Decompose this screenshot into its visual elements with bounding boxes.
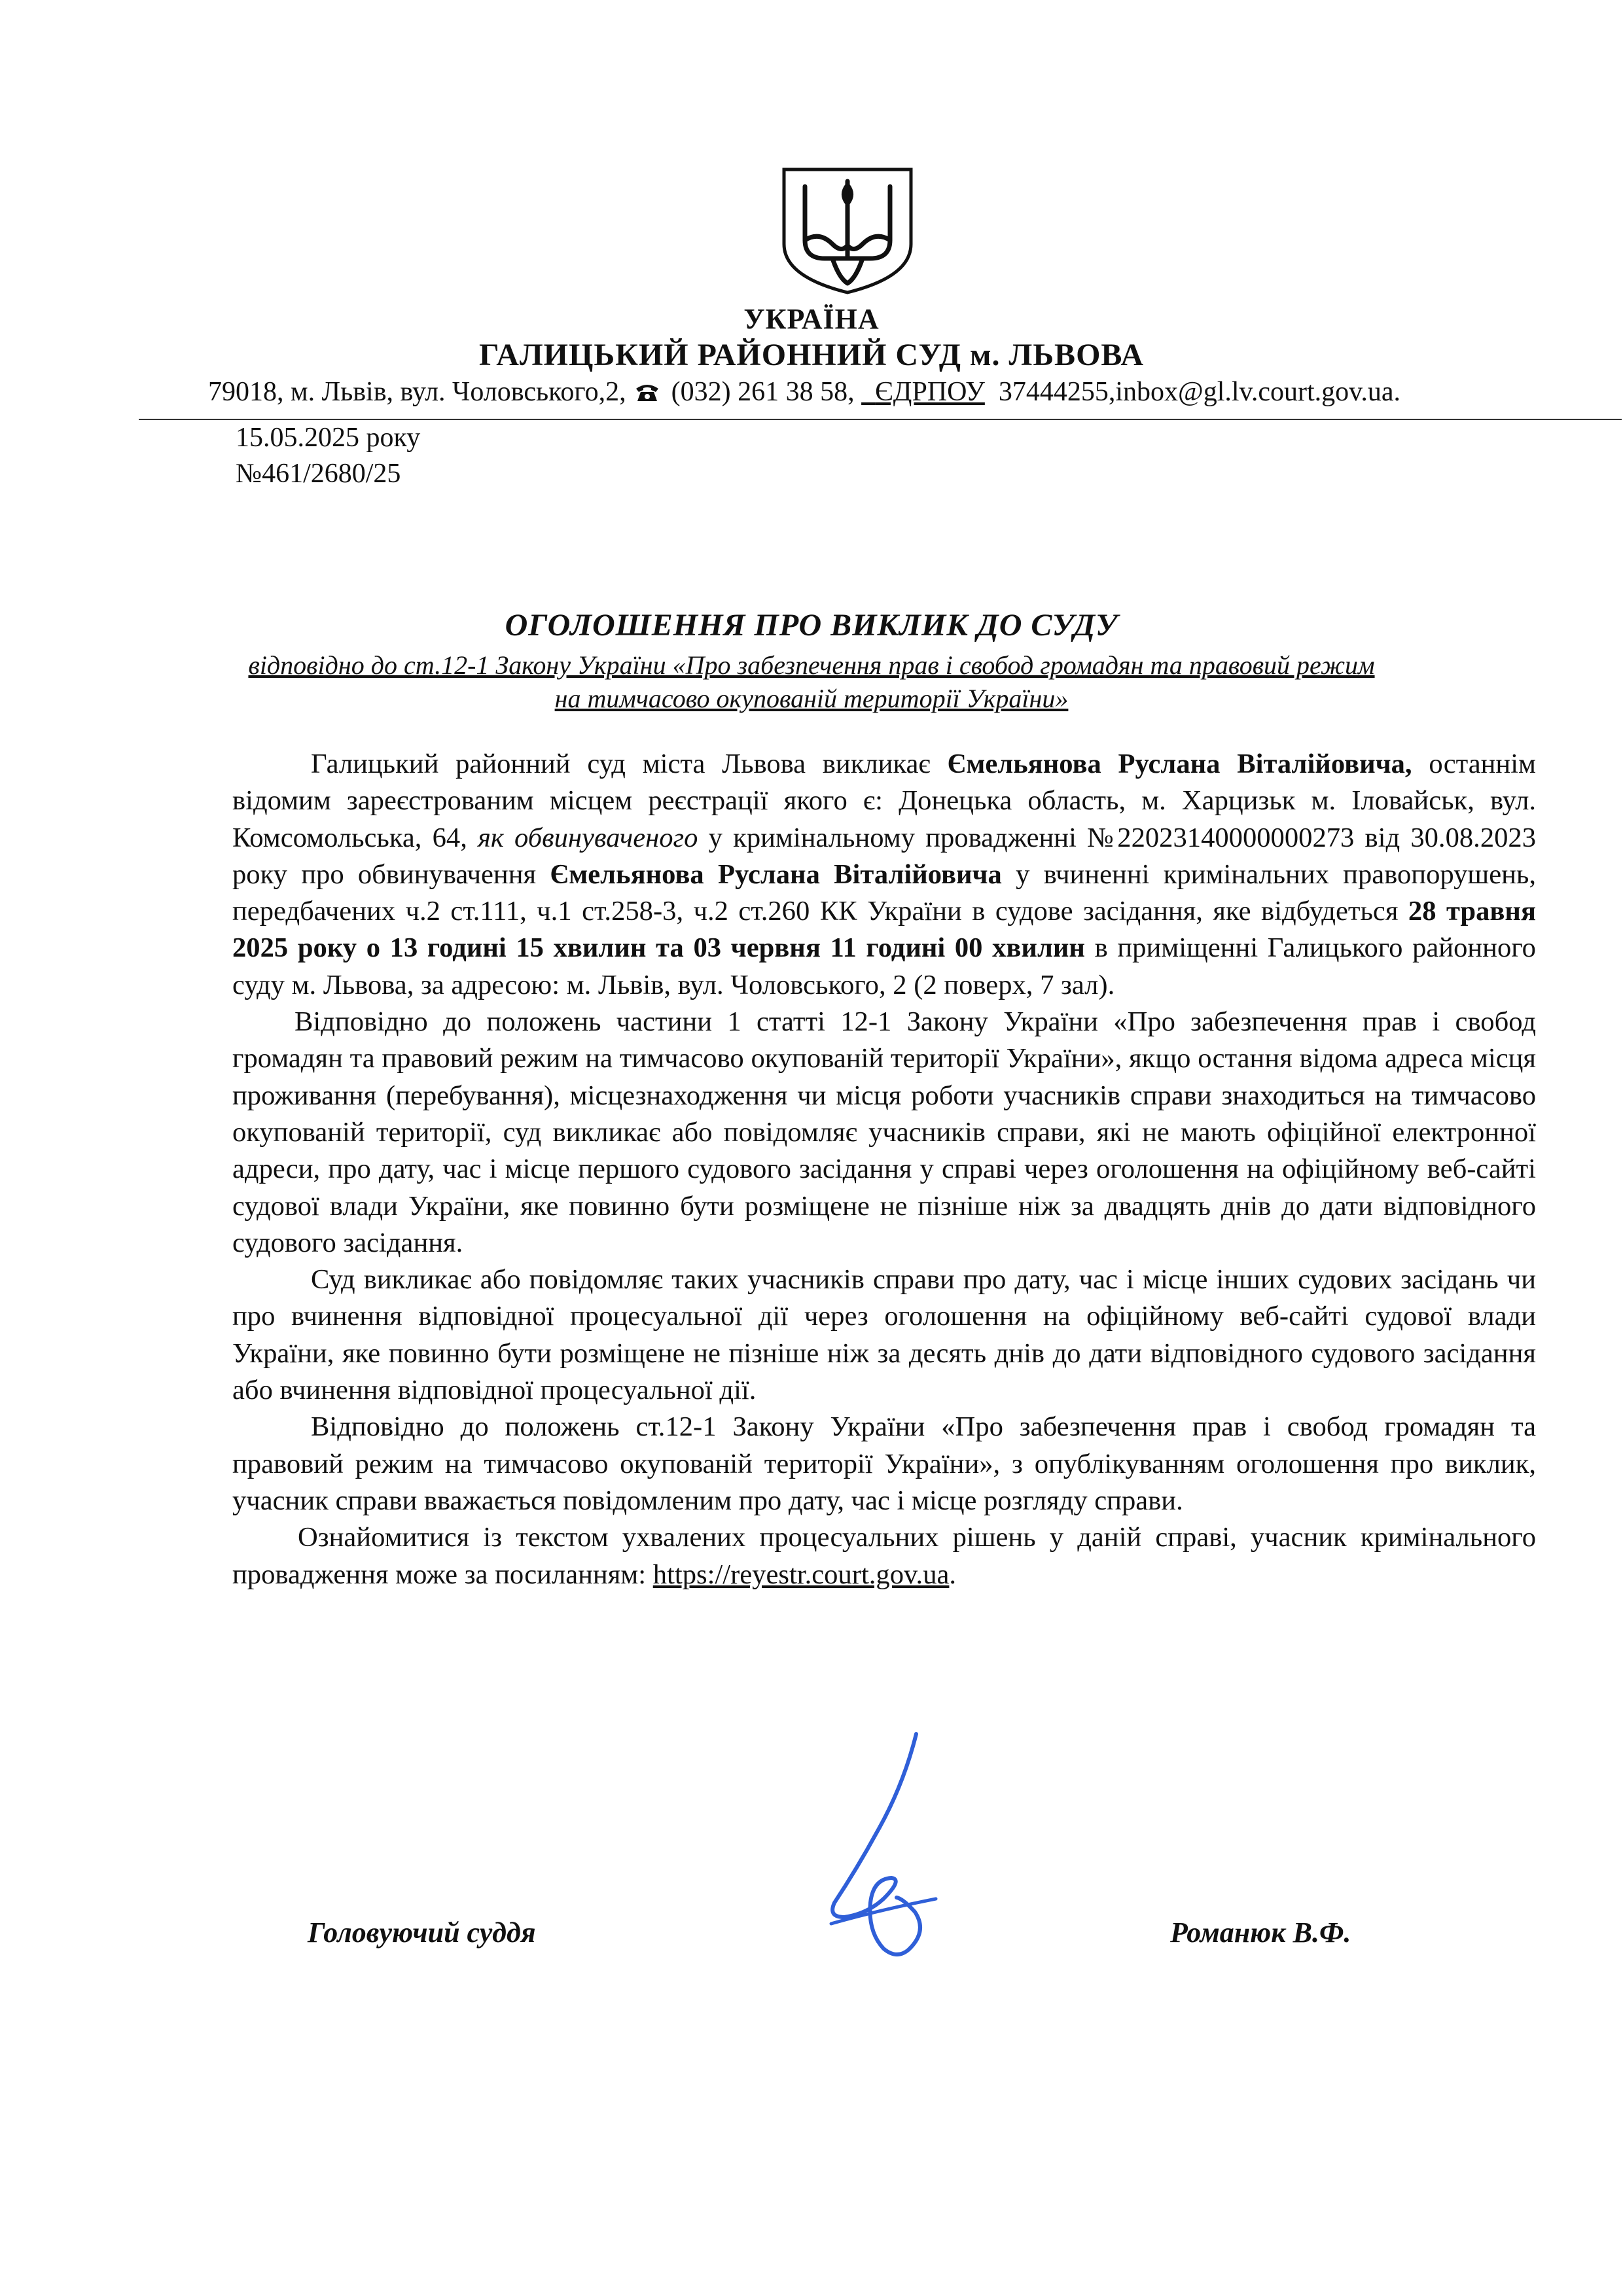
court-name: ГАЛИЦЬКИЙ РАЙОННИЙ СУД м. ЛЬВОВА <box>478 338 1145 372</box>
telephone-icon <box>634 382 660 403</box>
document-subtitle-line2: на тимчасово окупованій території України» <box>554 684 1069 713</box>
paragraph-registry-link: Ознайомитися із текстом ухвалених процесуальних рішень у даній справі, учасник кримінального провадження може за посиланням: https://reyestr.court.gov.ua. <box>232 1522 1536 1590</box>
defendant-name: Ємельянова Руслана Віталійовича, <box>947 749 1412 779</box>
paragraph-notification: Суд викликає або повідомляє таких учасників справи про дату, час і місце інших судових засідань чи про вчинення відповідної процесуальної дії через оголошення на офіційному веб-сайті судової влади України, яке повинно бути розміщене не пізніше ніж за десять днів до дати відповідного судового засідання або вчинення відповідної процесуальної дії. <box>232 1264 1536 1406</box>
edrpou-and-email: 37444255,inbox@gl.lv.court.gov.ua. <box>998 377 1401 407</box>
court-address-line <box>208 376 1622 408</box>
judge-title: Головуючий суддя <box>308 1916 536 1949</box>
judge-name: Романюк В.Ф. <box>1170 1916 1351 1949</box>
document-date: 15.05.2025 року <box>236 423 421 453</box>
paragraph-publication: Відповідно до положень ст.12-1 Закону України «Про забезпечення прав і свобод громадян та правовий режим на тимчасово окупованій території України», з опублікуванням оголошення про виклик, учасник справи вважається повідомленим про дату, час і місце розгляду справи. <box>232 1411 1536 1516</box>
court-address: 79018, м. Львів, вул. Чоловського,2, <box>208 377 626 407</box>
comma: , <box>847 377 855 407</box>
document-title: ОГОЛОШЕННЯ ПРО ВИКЛИК ДО СУДУ <box>505 608 1118 643</box>
header-divider <box>139 419 1622 420</box>
registry-link[interactable]: https://reyestr.court.gov.ua <box>652 1559 950 1590</box>
hearing-datetime: 28 травня 2025 року о 13 годині 15 хвилин та 03 червня 11 годині 00 хвилин <box>232 896 1536 964</box>
paragraph-summons: Галицький районний суд міста Львова викликає Ємельянова Руслана Віталійовича, останнім відомим зареєстрованим місцем реєстрації якого є: Донецька область, м. Харцизьк м. Іловайськ, вул. Комсомольська, 64, як обвинуваченого у кримінальному провадженні №22023140000000273 від 30.08.2023 року про обвинувачення Ємельянова Руслана Віталійовича у вчиненні кримінальних правопорушень, передбачених ч.2 ст.111, ч.1 ст.258-3, ч.2 ст.260 КК України в судове засідання, яке відбудеться 28 травня 2025 року о 13 годині 15 хвилин та 03 червня 11 годині 00 хвилин в приміщенні Галицького районного суду м. Львова, за адресою: м. Львів, вул. Чоловського, 2 (2 поверх, 7 зал). <box>232 749 1537 1000</box>
country-name: УКРАЇНА <box>743 303 880 335</box>
paragraph-legal-basis: Відповідно до положень частини 1 статті 12-1 Закону України «Про забезпечення прав і свобод громадян та правовий режим на тимчасово окупованій території України», якщо остання відома адреса місця проживання (перебування), місцезнаходження чи місця роботи учасників справи знаходиться на тимчасово окупованій території, суд викликає або повідомляє учасників справи, які не мають офіційної електронної адреси, про дату, час і місце першого судового засідання у справі через оголошення на офіційному веб-сайті судової влади України, яке повинно бути розміщене не пізніше ніж за двадцять днів до дати відповідного судового засідання. <box>232 1006 1536 1258</box>
edrpou-label: ЄДРПОУ <box>875 377 985 407</box>
document-body <box>232 746 1536 1593</box>
procedural-status: як обвинуваченого <box>478 822 698 853</box>
document-number: №461/2680/25 <box>236 459 401 489</box>
defendant-name-2: Ємельянова Руслана Віталійовича <box>550 858 1002 890</box>
document-subtitle-line1: відповідно до ст.12-1 Закону України «Про забезпечення прав і свобод громадян та правовий режим <box>248 650 1375 680</box>
trident-coat-of-arms-icon <box>779 167 916 294</box>
handwritten-signature-icon <box>805 1727 962 1976</box>
court-phone: (032) 261 38 58 <box>671 377 848 407</box>
